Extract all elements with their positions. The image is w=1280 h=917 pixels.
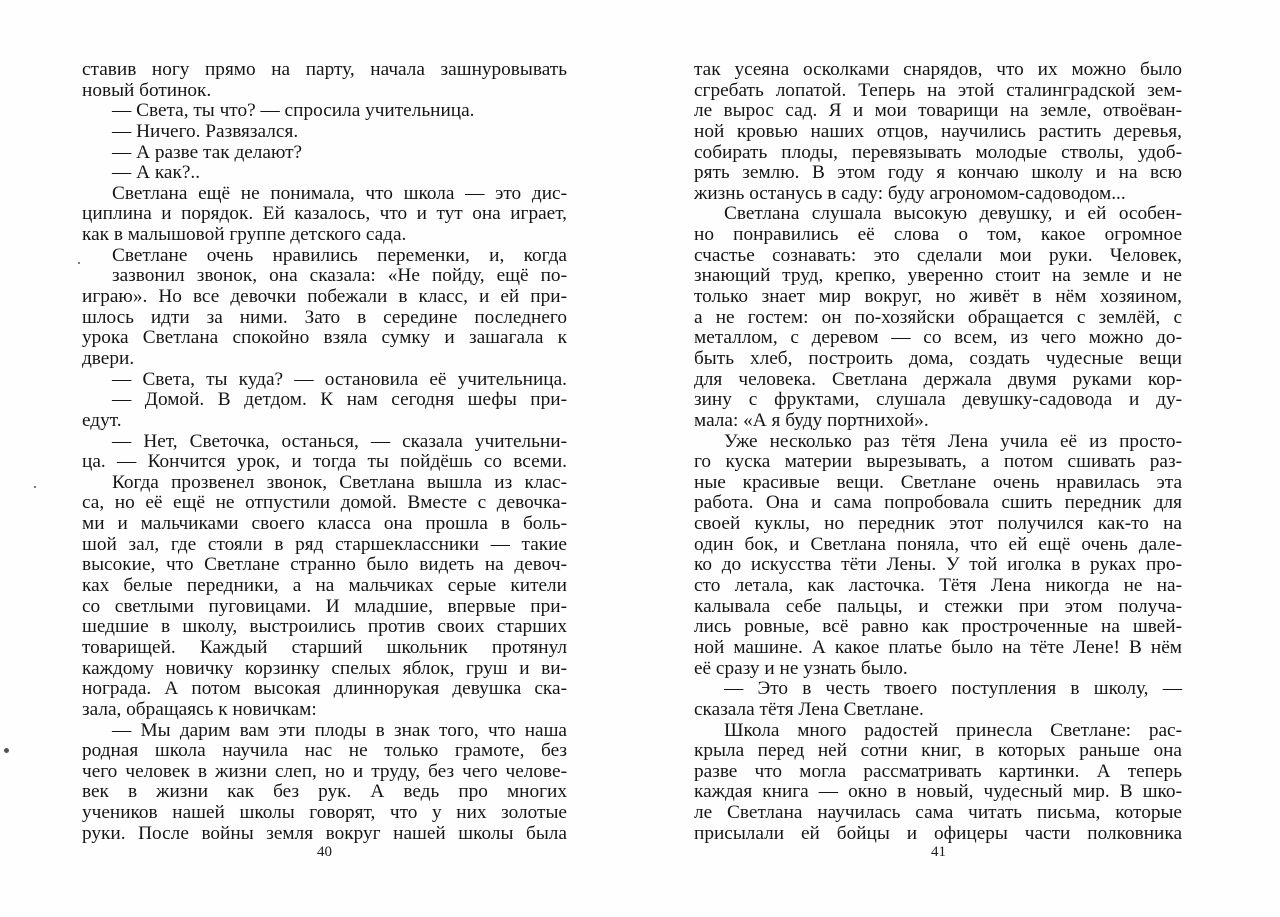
text-line: ца. — Кончится урок, и тогда ты пойдёшь со всеми.: [82, 451, 567, 473]
text-line: высокие, что Светлане странно было видеть на девоч-: [82, 554, 567, 576]
text-line: шой зал, где стояли в ряд старшеклассники — такие: [82, 533, 567, 555]
text-line: своей куклы, но передник этот получился как-то на: [694, 513, 1182, 535]
text-line: каждая книга — окно в новый, чудесный мир. В шко-: [694, 781, 1182, 803]
text-line: мала: «А я буду портнихой».: [694, 409, 929, 431]
text-line: — Это в честь твоего поступления в школу, —: [724, 678, 1182, 700]
text-line: собирать плоды, перевязывать молодые стволы, удоб-: [694, 141, 1182, 163]
text-line: циплина и порядок. Ей казалось, что и тут она играет,: [82, 203, 567, 225]
text-line: сто летала, как ласточка. Тётя Лена никогда не на-: [694, 575, 1182, 597]
text-line: сгребать лопатой. Теперь на этой сталинградской зем-: [694, 79, 1182, 101]
text-line: Школа много радостей принесла Светлане: рас-: [724, 719, 1182, 741]
text-line: один бок, и Светлана поняла, что ей ещё очень дале-: [694, 533, 1182, 555]
text-line: ко до искусства тёти Лены. У той иголка в руках про-: [694, 554, 1182, 576]
text-line: быть хлеб, построить дома, создать чудесные вещи: [694, 347, 1182, 369]
text-line: ной кровью наших отцов, научились растить деревья,: [694, 120, 1182, 142]
text-line: каждому новичку корзинку спелых яблок, груш и ви-: [82, 657, 567, 679]
text-line: век в жизни как без рук. А ведь про многих: [82, 781, 567, 803]
text-line: ные красивые вещи. Светлане очень нравилась эта: [694, 471, 1182, 493]
text-line: как в малышовой группе детского сада.: [82, 224, 407, 246]
text-line: ках белые передники, а на мальчиках серые кители: [82, 575, 567, 597]
text-line: родная школа научила нас не только грамоте, без: [82, 740, 567, 762]
text-line: работа. Она и сама попробовала сшить передник для: [694, 492, 1182, 514]
text-line: но понравились её слова о том, какое огромное: [694, 224, 1182, 246]
text-line: ле Светлана научилась сама читать письма, которые: [694, 802, 1182, 824]
text-line: са, но её ещё не отпустили домой. Вместе с девочка-: [82, 492, 567, 514]
text-line: ной машине. А какое платье было на тёте Лене! В нём: [694, 636, 1182, 658]
text-line: ле вырос сад. Я и мои товарищи на земле, отвоёван-: [694, 100, 1182, 122]
text-line: нограда. А потом высокая длиннорукая девушка ска-: [82, 678, 567, 700]
text-line: счастье сознавать: это сделали мои руки. Человек,: [694, 244, 1182, 266]
text-line: металлом, с деревом — со всем, из чего можно до-: [694, 327, 1182, 349]
text-line: играю». Но все девочки побежали в класс, и ей при-: [82, 286, 567, 308]
left-page: [82, 60, 567, 860]
right-page: [694, 60, 1182, 860]
text-line: чего человек в жизни слеп, но и труду, без чего челове-: [82, 760, 567, 782]
scan-speck: [34, 486, 36, 488]
text-line: — Света, ты что? — спросила учительница.: [112, 100, 475, 122]
text-line: разве что могла рассматривать картинки. А теперь: [694, 760, 1182, 782]
right-page-number: 41: [931, 844, 946, 860]
scan-speck: [4, 748, 9, 753]
text-line: сказала тётя Лена Светлане.: [694, 698, 924, 720]
text-line: руки. После войны земля вокруг нашей школы была: [82, 822, 567, 844]
text-line: со светлыми пуговицами. И младшие, впервые при-: [82, 595, 567, 617]
text-line: ставив ногу прямо на парту, начала зашнуровывать: [82, 59, 567, 80]
text-line: — Ничего. Развязался.: [112, 120, 299, 142]
text-line: зала, обращаясь к новичкам:: [82, 698, 317, 720]
scan-speck: [78, 262, 80, 264]
left-page-number: 40: [317, 844, 332, 860]
text-line: а не гостем: он по-хозяйски обращается с землёй, с: [694, 306, 1182, 328]
text-line: лись ровные, всё равно как простроченные на швей-: [694, 616, 1182, 638]
text-line: — Мы дарим вам эти плоды в знак того, что наша: [112, 719, 567, 741]
text-line: зину с фруктами, слушала девушку-садовода и ду-: [694, 389, 1182, 411]
text-line: Когда прозвенел звонок, Светлана вышла из клас-: [112, 471, 567, 493]
text-line: учеников нашей школы говорят, что у них золотые: [82, 802, 567, 824]
text-line: — Домой. В детдом. К нам сегодня шефы при-: [112, 389, 567, 411]
text-line: Светлана слушала высокую девушку, и ей особен-: [724, 203, 1182, 225]
text-line: — Нет, Светочка, останься, — сказала учительни-: [112, 430, 567, 452]
text-line: рять землю. В этом году я кончаю школу и на всю: [694, 162, 1182, 184]
text-line: жизнь останусь в саду: буду агрономом-садоводом...: [694, 182, 1126, 204]
text-line: так усеяна осколками снарядов, что их можно было: [694, 59, 1182, 80]
text-line: го куска материи вырезывать, а потом сшивать раз-: [694, 451, 1182, 473]
text-line: товарищей. Каждый старший школьник протянул: [82, 636, 567, 658]
text-line: едут.: [82, 409, 122, 431]
text-line: шедшие в школу, выстроились против своих старших: [82, 616, 567, 638]
text-line: калывала себе пальцы, и стежки при этом получа-: [694, 595, 1182, 617]
text-line: урока Светлана спокойно взяла сумку и зашагала к: [82, 327, 567, 349]
text-line: её сразу и не узнать было.: [694, 657, 908, 679]
text-line: Светлана ещё не понимала, что школа — это дис-: [112, 182, 567, 204]
text-line: зазвонил звонок, она сказала: «Не пойду, ещё по-: [112, 265, 567, 287]
text-line: Светлане очень нравились переменки, и, когда: [112, 244, 567, 266]
text-line: — А как?..: [112, 162, 201, 184]
text-line: Уже несколько раз тётя Лена учила её из просто-: [724, 430, 1182, 452]
text-line: шлось идти за ними. Зато в середине последнего: [82, 306, 567, 328]
text-line: — А разве так делают?: [112, 141, 303, 163]
text-line: крыла перед ней сотни книг, в которых раньше она: [694, 740, 1182, 762]
text-line: для человека. Светлана держала двумя руками кор-: [694, 368, 1182, 390]
text-line: — Света, ты куда? — остановила её учительница.: [112, 368, 567, 390]
text-line: присылали ей бойцы и офицеры части полковника: [694, 822, 1182, 844]
text-line: двери.: [82, 347, 135, 369]
text-line: только знает мир вокруг, но живёт в нём хозяином,: [694, 286, 1182, 308]
text-line: ми и мальчиками своего класса она прошла в боль-: [82, 513, 567, 535]
text-line: знающий труд, крепко, уверенно стоит на земле и не: [694, 265, 1182, 287]
text-line: новый ботинок.: [82, 79, 212, 101]
